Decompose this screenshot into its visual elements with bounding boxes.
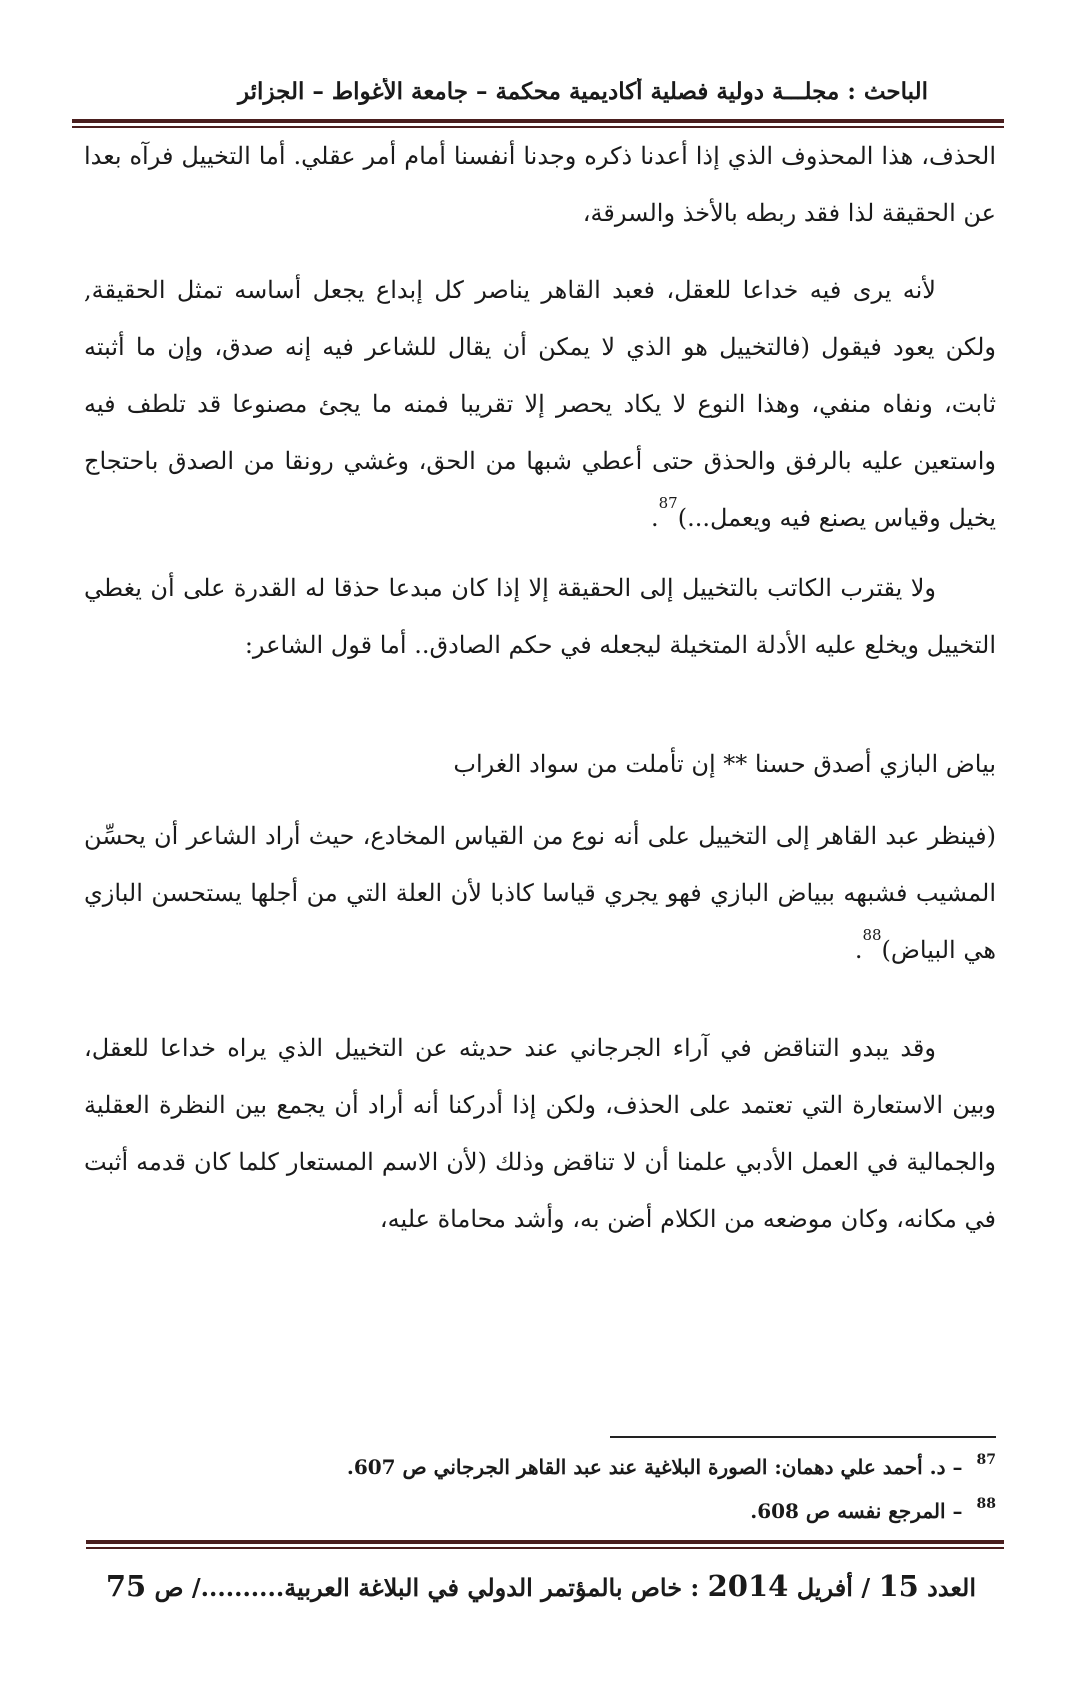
- paragraph-4: [84, 808, 996, 979]
- footnote-ref-87: 87: [658, 494, 678, 512]
- footer-separator: /: [861, 1573, 871, 1602]
- header-rule-thick: [72, 119, 1004, 123]
- paragraph-3: ولا يقترب الكاتب بالتخييل إلى الحقيقة إلا إذا كان مبدعا حذقا له القدرة على أن يغطي التخييل ويخلع عليه الأدلة المتخيلة ليجعله في حكم الصادق.. أما قول الشاعر:: [84, 574, 996, 659]
- footer-page-number: 75: [105, 1569, 147, 1603]
- footnote-text: – د. أحمد علي دهمان: الصورة البلاغية عند عبد القاهر الجرجاني ص 607.: [346, 1455, 963, 1479]
- footer-rule-thin: [86, 1547, 1004, 1549]
- paragraph-2-end: .: [651, 504, 659, 532]
- poetry-verse: بياض البازي أصدق حسنا ** إن تأملت من سواد الغراب: [453, 750, 996, 778]
- footnote-87: [156, 1452, 996, 1482]
- footer-month: أفريل: [796, 1573, 853, 1602]
- paragraph-2: [84, 262, 996, 547]
- footnote-ref-88: 88: [862, 926, 882, 944]
- footnote-text: – المرجع نفسه ص 608.: [750, 1499, 963, 1523]
- footnote-88: [156, 1496, 996, 1526]
- footer-rule-thick: [86, 1540, 1004, 1544]
- journal-header-title: الباحث : مجلـــة دولية فصلية أكاديمية محكمة – جامعة الأغواط – الجزائر: [237, 78, 928, 105]
- footnote-number: 87: [976, 1452, 996, 1468]
- paragraph-2-text: لأنه يرى فيه خداعا للعقل، فعبد القاهر يناصر كل إبداع يجعل أساسه تمثل الحقيقة, ولكن يعود فيقول (فالتخييل هو الذي لا يمكن أن يقال للشاعر فيه إنه صدق، وإن ما أثبته ثابت، ونفاه منفي، وهذا النوع لا يكاد يحصر إلا تقريبا فمنه ما يجئ مصنوعا قد تلطف فيه واستعين عليه بالرفق والحذق حتى أعطي شبها من الحق، وغشي رونقا من الصدق باحتجاج يخيل وقياس يصنع فيه ويعمل...): [84, 276, 996, 532]
- footer-issue-number: 15: [878, 1569, 919, 1603]
- footnote-number: 88: [976, 1496, 996, 1512]
- footer-issue-info: [105, 1568, 976, 1606]
- paragraph-1: الحذف، هذا المحذوف الذي إذا أعدنا ذكره وجدنا أنفسنا أمام أمر عقلي. أما التخييل فرآه بعدا عن الحقيقة لذا فقد ربطه بالأخذ والسرقة،: [84, 142, 996, 227]
- paragraph-4-text: (فينظر عبد القاهر إلى التخييل على أنه نوع من القياس المخادع، حيث أراد الشاعر أن يحسِّن المشيب فشبهه ببياض البازي فهو يجري قياسا كاذبا لأن العلة التي من أجلها يستحسن البازي هي البياض): [84, 822, 996, 964]
- footer-issue-label: العدد: [927, 1573, 976, 1602]
- paragraph-5: وقد يبدو التناقض في آراء الجرجاني عند حديثه عن التخييل الذي يراه خداعا للعقل، وبين الاستعارة التي تعتمد على الحذف، ولكن إذا أدركنا أنه أراد أن يجمع بين النظرة العقلية والجمالية في العمل الأدبي علمنا أن لا تناقض وذلك (لأن الاسم المستعار كلما كان قدمه أثبت في مكانه، وكان موضعه من الكلام أضن به، وأشد محاماة عليه،: [84, 1034, 996, 1233]
- paragraph-4-end: .: [854, 936, 863, 964]
- footer-description: : خاص بالمؤتمر الدولي في البلاغة العربية........../ ص: [154, 1573, 700, 1602]
- footer-year: 2014: [707, 1569, 789, 1603]
- footnote-separator: [610, 1436, 996, 1438]
